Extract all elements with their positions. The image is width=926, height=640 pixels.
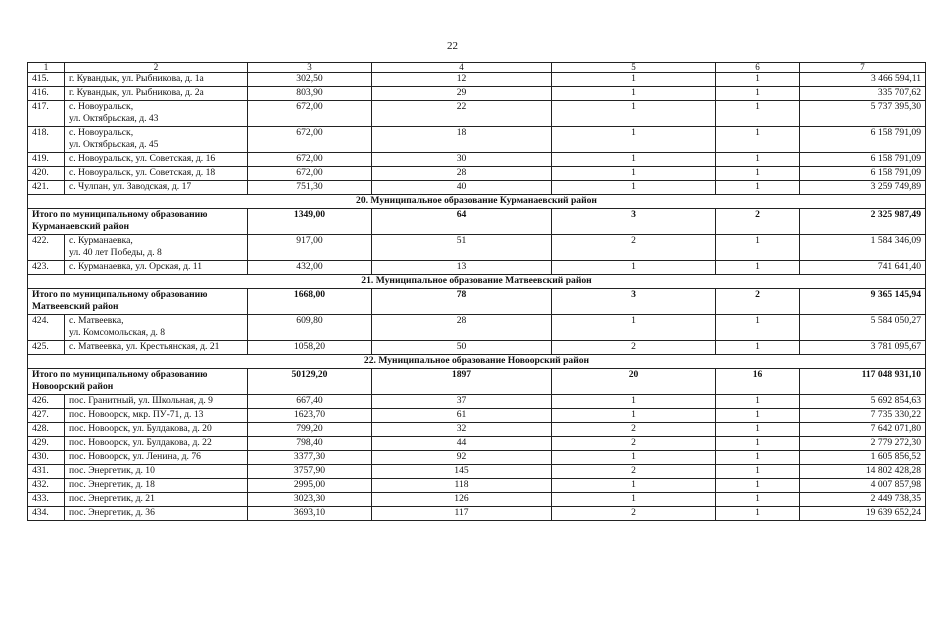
table-row — [28, 235, 926, 261]
table-body — [28, 73, 926, 521]
col6-cell: 1 — [716, 101, 800, 127]
address-line: ул. 40 лет Победы, д. 8 — [69, 247, 162, 259]
table-row — [28, 395, 926, 409]
column-header: 5 — [552, 63, 716, 73]
col6-cell: 1 — [716, 235, 800, 261]
area-cell: 672,00 — [248, 101, 372, 127]
total-row — [28, 369, 926, 395]
cost-cell: 741 641,40 — [800, 261, 926, 275]
row-number: 422. — [28, 235, 65, 261]
table-row — [28, 87, 926, 101]
address-line: пос. Энергетик, д. 18 — [69, 479, 155, 490]
total-label: Итого по муниципальному образованию Новоорский район — [28, 369, 248, 395]
total-cost: 9 365 145,94 — [800, 289, 926, 315]
area-cell: 3377,30 — [248, 451, 372, 465]
col5-cell: 1 — [552, 167, 716, 181]
address-cell — [65, 341, 248, 355]
total-col5: 3 — [552, 209, 716, 235]
address-cell — [65, 101, 248, 127]
col6-cell: 1 — [716, 261, 800, 275]
col5-cell: 2 — [552, 465, 716, 479]
residents-cell: 44 — [372, 437, 552, 451]
address-line: пос. Новоорск, ул. Ленина, д. 76 — [69, 451, 201, 462]
address-line: с. Новоуральск, ул. Советская, д. 16 — [69, 153, 216, 164]
address-line: с. Курманаевка, ул. Орская, д. 11 — [69, 261, 203, 272]
total-residents: 1897 — [372, 369, 552, 395]
cost-cell: 335 707,62 — [800, 87, 926, 101]
row-number: 423. — [28, 261, 65, 275]
cost-cell: 2 779 272,30 — [800, 437, 926, 451]
col6-cell: 1 — [716, 479, 800, 493]
column-header: 4 — [372, 63, 552, 73]
address-cell — [65, 437, 248, 451]
address-cell — [65, 261, 248, 275]
area-cell: 799,20 — [248, 423, 372, 437]
table-row — [28, 423, 926, 437]
residents-cell: 29 — [372, 87, 552, 101]
address-line: ул. Комсомольская, д. 8 — [69, 327, 166, 339]
section-title: 21. Муниципальное образование Матвеевский район — [28, 275, 926, 289]
residents-cell: 13 — [372, 261, 552, 275]
area-cell: 803,90 — [248, 87, 372, 101]
address-line: пос. Новоорск, ул. Булдакова, д. 20 — [69, 423, 212, 434]
cost-cell: 5 737 395,30 — [800, 101, 926, 127]
row-number: 421. — [28, 181, 65, 195]
col5-cell: 1 — [552, 451, 716, 465]
address-line: пос. Новоорск, мкр. ПУ-71, д. 13 — [69, 409, 204, 420]
residents-cell: 145 — [372, 465, 552, 479]
total-label: Итого по муниципальному образованию Матвеевский район — [28, 289, 248, 315]
total-residents: 78 — [372, 289, 552, 315]
address-line: пос. Энергетик, д. 21 — [69, 493, 155, 504]
row-number: 425. — [28, 341, 65, 355]
address-cell — [65, 167, 248, 181]
area-cell: 609,80 — [248, 315, 372, 341]
area-cell: 302,50 — [248, 73, 372, 87]
residents-cell: 18 — [372, 127, 552, 153]
address-line: с. Новоуральск, ул. Советская, д. 18 — [69, 167, 216, 178]
total-area: 1668,00 — [248, 289, 372, 315]
column-header: 1 — [28, 63, 65, 73]
address-line: с. Чулпан, ул. Заводская, д. 17 — [69, 181, 192, 192]
page-number: 22 — [447, 40, 458, 52]
row-number: 434. — [28, 507, 65, 521]
area-cell: 672,00 — [248, 127, 372, 153]
address-cell — [65, 127, 248, 153]
col6-cell: 1 — [716, 437, 800, 451]
col5-cell: 1 — [552, 87, 716, 101]
address-cell — [65, 181, 248, 195]
table-row — [28, 167, 926, 181]
column-header: 3 — [248, 63, 372, 73]
address-line: с. Новоуральск, — [69, 127, 134, 138]
row-number: 427. — [28, 409, 65, 423]
area-cell: 1058,20 — [248, 341, 372, 355]
col5-cell: 1 — [552, 127, 716, 153]
address-cell — [65, 507, 248, 521]
residents-cell: 30 — [372, 153, 552, 167]
col6-cell: 1 — [716, 465, 800, 479]
cost-cell: 7 735 330,22 — [800, 409, 926, 423]
cost-cell: 14 802 428,28 — [800, 465, 926, 479]
table-row — [28, 127, 926, 153]
cost-cell: 5 584 050,27 — [800, 315, 926, 341]
row-number: 432. — [28, 479, 65, 493]
table-row — [28, 437, 926, 451]
address-line: с. Матвеевка, — [69, 315, 124, 326]
row-number: 431. — [28, 465, 65, 479]
section-header-row — [28, 195, 926, 209]
table-row — [28, 493, 926, 507]
row-number: 417. — [28, 101, 65, 127]
total-area: 1349,00 — [248, 209, 372, 235]
col6-cell: 1 — [716, 507, 800, 521]
address-line: ул. Октябрьская, д. 43 — [69, 113, 159, 125]
total-col6: 16 — [716, 369, 800, 395]
area-cell: 3693,10 — [248, 507, 372, 521]
residents-cell: 40 — [372, 181, 552, 195]
area-cell: 798,40 — [248, 437, 372, 451]
area-cell: 672,00 — [248, 153, 372, 167]
table-row — [28, 479, 926, 493]
address-cell — [65, 493, 248, 507]
table-row — [28, 181, 926, 195]
table-row — [28, 101, 926, 127]
row-number: 424. — [28, 315, 65, 341]
area-cell: 917,00 — [248, 235, 372, 261]
housing-table — [27, 62, 926, 521]
residents-cell: 118 — [372, 479, 552, 493]
total-row — [28, 209, 926, 235]
table-row — [28, 261, 926, 275]
col6-cell: 1 — [716, 409, 800, 423]
col5-cell: 2 — [552, 423, 716, 437]
cost-cell: 6 158 791,09 — [800, 153, 926, 167]
cost-cell: 1 584 346,09 — [800, 235, 926, 261]
cost-cell: 19 639 652,24 — [800, 507, 926, 521]
section-header-row — [28, 355, 926, 369]
area-cell: 667,40 — [248, 395, 372, 409]
residents-cell: 28 — [372, 315, 552, 341]
header-row — [28, 63, 926, 73]
address-line: пос. Энергетик, д. 36 — [69, 507, 155, 518]
total-area: 50129,20 — [248, 369, 372, 395]
cost-cell: 6 158 791,09 — [800, 127, 926, 153]
row-number: 419. — [28, 153, 65, 167]
cost-cell: 4 007 857,98 — [800, 479, 926, 493]
col5-cell: 1 — [552, 153, 716, 167]
address-cell — [65, 315, 248, 341]
row-number: 430. — [28, 451, 65, 465]
area-cell: 3023,30 — [248, 493, 372, 507]
cost-cell: 2 449 738,35 — [800, 493, 926, 507]
row-number: 426. — [28, 395, 65, 409]
cost-cell: 3 781 095,67 — [800, 341, 926, 355]
table-row — [28, 465, 926, 479]
cost-cell: 3 259 749,89 — [800, 181, 926, 195]
address-cell — [65, 395, 248, 409]
col6-cell: 1 — [716, 451, 800, 465]
column-header: 2 — [65, 63, 248, 73]
row-number: 429. — [28, 437, 65, 451]
col5-cell: 1 — [552, 395, 716, 409]
col6-cell: 1 — [716, 423, 800, 437]
col6-cell: 1 — [716, 153, 800, 167]
address-line: пос. Новоорск, ул. Булдакова, д. 22 — [69, 437, 212, 448]
row-number: 433. — [28, 493, 65, 507]
cost-cell: 3 466 594,11 — [800, 73, 926, 87]
col6-cell: 1 — [716, 127, 800, 153]
table-row — [28, 409, 926, 423]
total-col6: 2 — [716, 289, 800, 315]
col6-cell: 1 — [716, 395, 800, 409]
column-header: 6 — [716, 63, 800, 73]
address-line: пос. Гранитный, ул. Школьная, д. 9 — [69, 395, 213, 406]
column-header: 7 — [800, 63, 926, 73]
row-number: 420. — [28, 167, 65, 181]
table-row — [28, 341, 926, 355]
col5-cell: 1 — [552, 73, 716, 87]
residents-cell: 92 — [372, 451, 552, 465]
total-col5: 3 — [552, 289, 716, 315]
address-cell — [65, 235, 248, 261]
area-cell: 2995,00 — [248, 479, 372, 493]
table-row — [28, 315, 926, 341]
address-cell — [65, 479, 248, 493]
table-row — [28, 73, 926, 87]
residents-cell: 126 — [372, 493, 552, 507]
address-line: с. Новоуральск, — [69, 101, 134, 112]
col5-cell: 2 — [552, 437, 716, 451]
address-cell — [65, 409, 248, 423]
address-line: с. Матвеевка, ул. Крестьянская, д. 21 — [69, 341, 220, 352]
residents-cell: 32 — [372, 423, 552, 437]
table-row — [28, 507, 926, 521]
section-title: 20. Муниципальное образование Курманаевский район — [28, 195, 926, 209]
area-cell: 672,00 — [248, 167, 372, 181]
residents-cell: 51 — [372, 235, 552, 261]
address-line: ул. Октябрьская, д. 45 — [69, 139, 159, 151]
col5-cell: 1 — [552, 315, 716, 341]
col5-cell: 1 — [552, 493, 716, 507]
address-cell — [65, 153, 248, 167]
cost-cell: 5 692 854,63 — [800, 395, 926, 409]
col5-cell: 1 — [552, 261, 716, 275]
address-line: пос. Энергетик, д. 10 — [69, 465, 155, 476]
residents-cell: 37 — [372, 395, 552, 409]
col5-cell: 1 — [552, 181, 716, 195]
address-cell — [65, 451, 248, 465]
residents-cell: 28 — [372, 167, 552, 181]
address-cell — [65, 87, 248, 101]
area-cell: 3757,90 — [248, 465, 372, 479]
row-number: 428. — [28, 423, 65, 437]
col5-cell: 1 — [552, 101, 716, 127]
area-cell: 432,00 — [248, 261, 372, 275]
col6-cell: 1 — [716, 315, 800, 341]
address-line: с. Курманаевка, — [69, 235, 133, 246]
row-number: 415. — [28, 73, 65, 87]
cost-cell: 7 642 071,80 — [800, 423, 926, 437]
residents-cell: 61 — [372, 409, 552, 423]
col5-cell: 1 — [552, 409, 716, 423]
residents-cell: 117 — [372, 507, 552, 521]
section-header-row — [28, 275, 926, 289]
total-cost: 2 325 987,49 — [800, 209, 926, 235]
address-line: г. Кувандык, ул. Рыбникова, д. 2а — [69, 87, 204, 98]
col5-cell: 2 — [552, 341, 716, 355]
total-label: Итого по муниципальному образованию Курманаевский район — [28, 209, 248, 235]
col6-cell: 1 — [716, 87, 800, 101]
col6-cell: 1 — [716, 167, 800, 181]
address-cell — [65, 73, 248, 87]
residents-cell: 12 — [372, 73, 552, 87]
table-row — [28, 153, 926, 167]
section-title: 22. Муниципальное образование Новоорский район — [28, 355, 926, 369]
row-number: 418. — [28, 127, 65, 153]
total-cost: 117 048 931,10 — [800, 369, 926, 395]
col6-cell: 1 — [716, 341, 800, 355]
address-cell — [65, 423, 248, 437]
row-number: 416. — [28, 87, 65, 101]
address-line: г. Кувандык, ул. Рыбникова, д. 1а — [69, 73, 204, 84]
col6-cell: 1 — [716, 493, 800, 507]
total-col6: 2 — [716, 209, 800, 235]
cost-cell: 1 605 856,52 — [800, 451, 926, 465]
col5-cell: 1 — [552, 479, 716, 493]
area-cell: 751,30 — [248, 181, 372, 195]
table-row — [28, 451, 926, 465]
total-col5: 20 — [552, 369, 716, 395]
col5-cell: 2 — [552, 507, 716, 521]
col6-cell: 1 — [716, 73, 800, 87]
col5-cell: 2 — [552, 235, 716, 261]
residents-cell: 50 — [372, 341, 552, 355]
total-row — [28, 289, 926, 315]
address-cell — [65, 465, 248, 479]
total-residents: 64 — [372, 209, 552, 235]
area-cell: 1623,70 — [248, 409, 372, 423]
col6-cell: 1 — [716, 181, 800, 195]
cost-cell: 6 158 791,09 — [800, 167, 926, 181]
residents-cell: 22 — [372, 101, 552, 127]
